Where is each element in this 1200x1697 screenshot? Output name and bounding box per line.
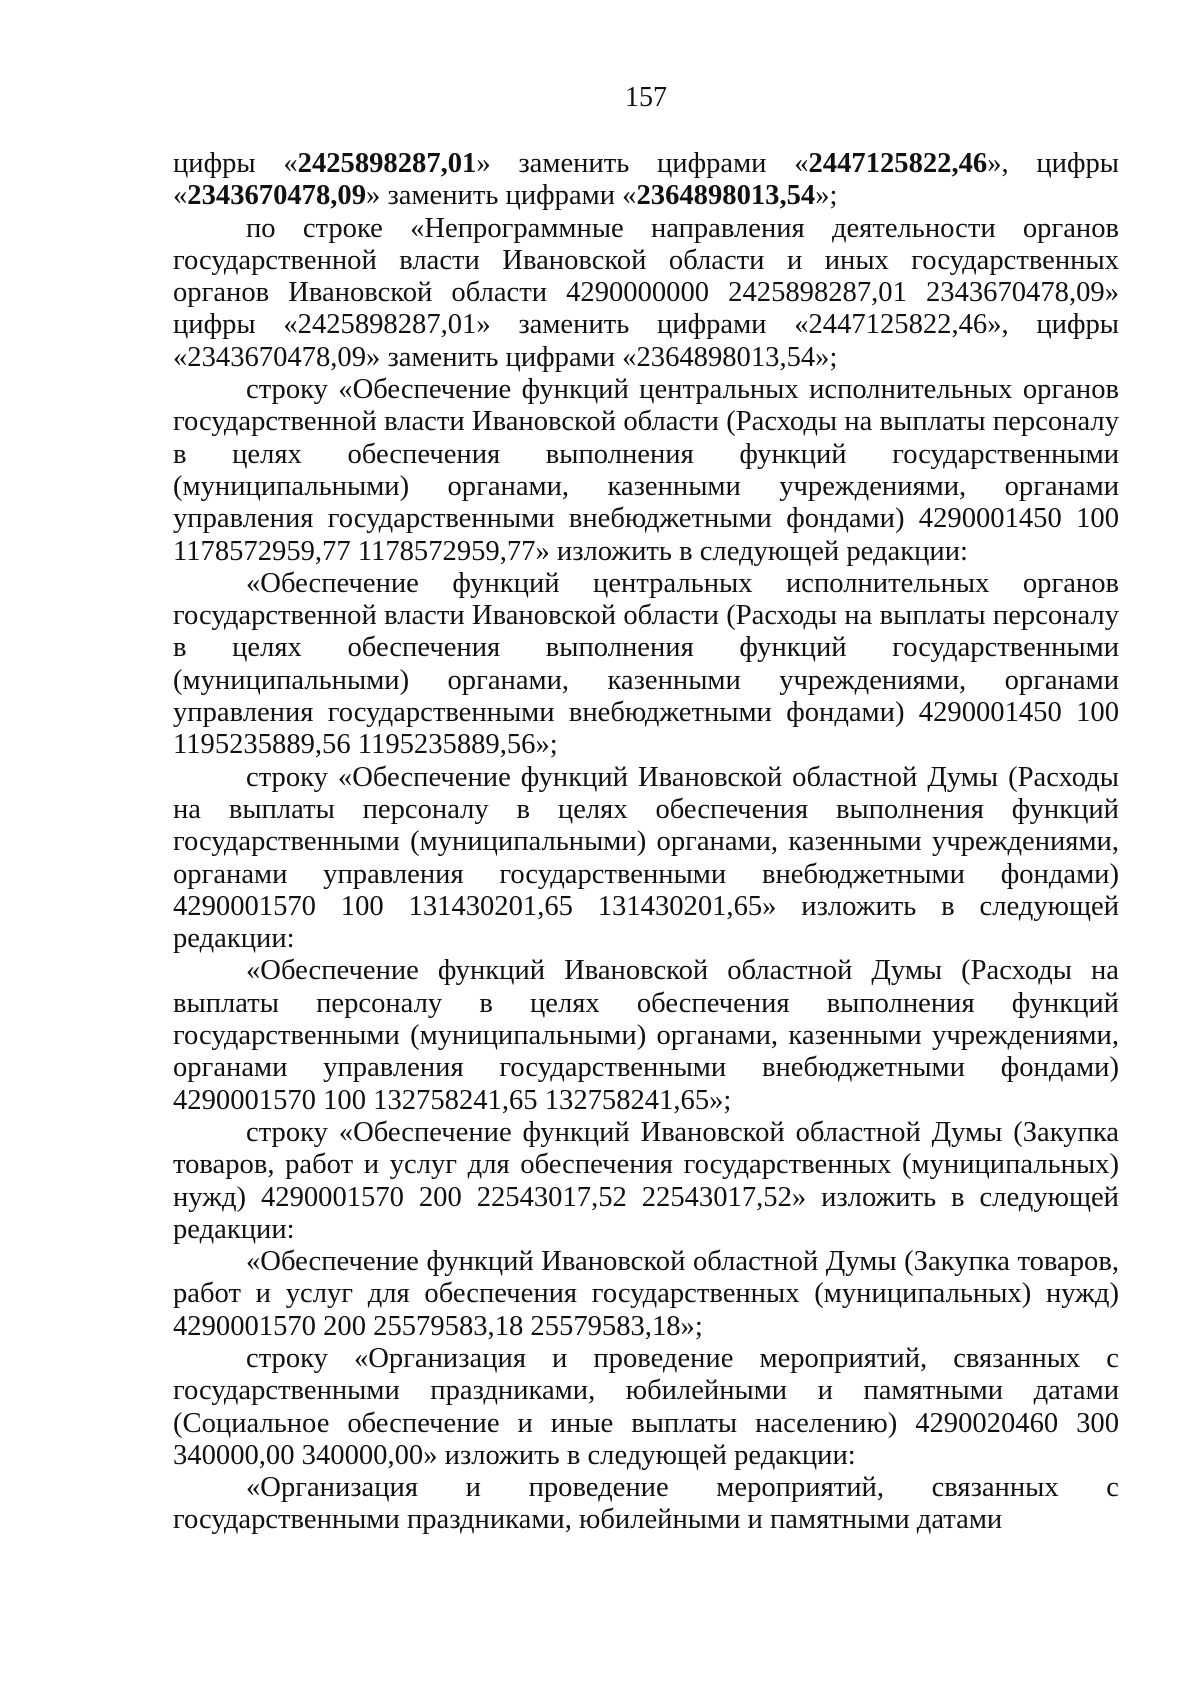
paragraph bbox=[173, 955, 1119, 1116]
paragraph bbox=[173, 1343, 1119, 1472]
paragraph-text: «Обеспечение функций Ивановской областной Думы (Закупка товаров, работ и услуг для обеспечения государственных (муниципальных) нужд) 4290001570 200 25579583,18 25579583,18»; bbox=[173, 1246, 1119, 1342]
paragraph bbox=[173, 1246, 1119, 1343]
paragraph-text: », цифры « bbox=[173, 148, 1120, 212]
paragraph bbox=[173, 213, 1119, 374]
paragraph-text: строку «Обеспечение функций центральных исполнительных органов государственной власти Ивановской области (Расходы на выплаты персоналу в целях обеспечения выполнения функций государственными (муниципальными) органами, казенными учреждениями, органами управления государственными внебюджетными фондами) 4290001450 100 1178572959,77 1178572959,77» изложить в следующей редакции: bbox=[173, 374, 1119, 567]
page-number: 157 bbox=[625, 82, 667, 113]
paragraph-text: цифры « bbox=[173, 148, 298, 179]
document-body bbox=[173, 148, 1119, 1537]
paragraph-text: » заменить цифрами « bbox=[476, 148, 809, 179]
paragraph-text: «Обеспечение функций Ивановской областной Думы (Расходы на выплаты персоналу в целях обеспечения выполнения функций государственными (муниципальными) органами, казенными учреждениями, органами управления государственными внебюджетными фондами) 4290001570 100 132758241,65 132758241,65»; bbox=[173, 955, 1119, 1116]
paragraph-text: строку «Обеспечение функций Ивановской областной Думы (Расходы на выплаты персоналу в целях обеспечения выполнения функций государственными (муниципальными) органами, казенными учреждениями, органами управления государственными внебюджетными фондами) 4290001570 100 131430201,65 131430201,65» изложить в следующей редакции: bbox=[173, 761, 1119, 955]
bold-figure: 2425898287,01 bbox=[297, 148, 477, 179]
paragraph bbox=[173, 148, 1119, 213]
bold-figure: 2447125822,46 bbox=[808, 148, 988, 179]
paragraph-text: строку «Обеспечение функций Ивановской областной Думы (Закупка товаров, работ и услуг для обеспечения государственных (муниципальных) нужд) 4290001570 200 22543017,52 22543017,52» изложить в следующей редакции: bbox=[173, 1116, 1119, 1245]
paragraph-text: по строке «Непрограммные направления деятельности органов государственной власти Ивановской области и иных государственных органов Ивановской области 4290000000 2425898287,01 2343670478,09» цифры «2425898287,01» заменить цифрами «2447125822,46», цифры «2343670478,09» заменить цифрами «2364898013,54»; bbox=[173, 212, 1119, 373]
paragraph bbox=[173, 1472, 1119, 1537]
paragraph-text: » заменить цифрами « bbox=[366, 180, 637, 212]
bold-figure: 2343670478,09 bbox=[187, 180, 367, 212]
paragraph-text: »; bbox=[815, 180, 838, 212]
bold-figure: 2364898013,54 bbox=[636, 180, 816, 212]
paragraph bbox=[173, 568, 1119, 762]
paragraph bbox=[173, 762, 1119, 956]
paragraph-text: «Организация и проведение мероприятий, связанных с государственными праздниками, юбилейными и памятными датами bbox=[173, 1472, 1119, 1536]
paragraph-text: «Обеспечение функций центральных исполнительных органов государственной власти Ивановской области (Расходы на выплаты персоналу в целях обеспечения выполнения функций государственными (муниципальными) органами, казенными учреждениями, органами управления государственными внебюджетными фондами) 4290001450 100 1195235889,56 1195235889,56»; bbox=[173, 567, 1119, 761]
paragraph-text: строку «Организация и проведение мероприятий, связанных с государственными праздниками, юбилейными и памятными датами (Социальное обеспечение и иные выплаты населению) 4290020460 300 340000,00 340000,00» изложить в следующей редакции: bbox=[173, 1342, 1119, 1471]
paragraph bbox=[173, 374, 1119, 568]
paragraph bbox=[173, 1117, 1119, 1246]
